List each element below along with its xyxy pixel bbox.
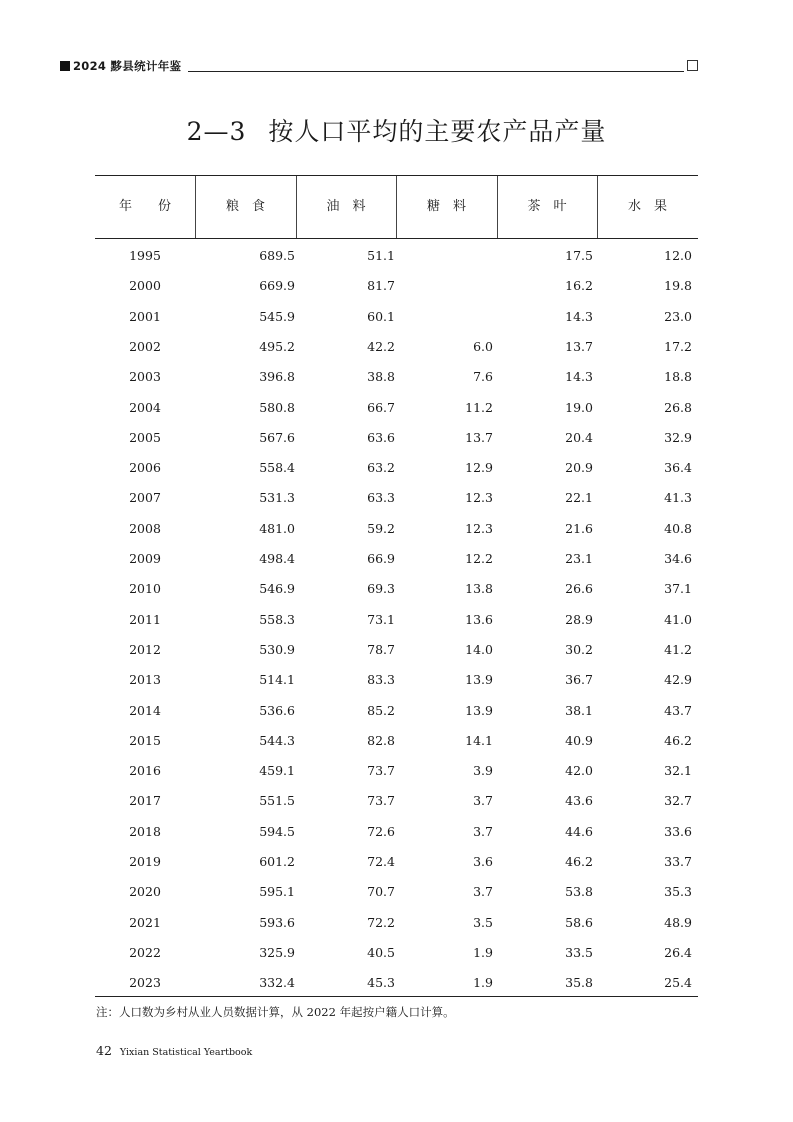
table-row [95,483,698,513]
cell-sugar: 7.6 [473,369,493,385]
cell-tea: 40.9 [565,732,593,748]
cell-tea: 16.2 [565,278,593,294]
cell-fruit: 17.2 [664,338,692,354]
cell-sugar: 3.7 [473,884,493,900]
cell-grain: 689.5 [259,248,295,263]
cell-tea: 14.3 [565,308,593,324]
table-row [95,332,698,362]
cell-oilseed: 60.1 [367,308,395,324]
cell-year: 2005 [129,429,161,445]
cell-year: 2014 [129,702,161,718]
cell-sugar: 13.8 [465,581,493,597]
cell-sugar: 13.9 [465,702,493,718]
table-row [95,423,698,453]
cell-fruit: 43.7 [664,702,692,718]
cell-tea: 38.1 [565,702,593,718]
cell-grain: 495.2 [259,338,295,354]
table-row [95,302,698,332]
cell-sugar: 13.6 [465,611,493,627]
cell-year: 2021 [129,914,161,930]
cell-oilseed: 51.1 [367,248,395,263]
cell-grain: 514.1 [259,672,295,688]
cell-oilseed: 69.3 [367,581,395,597]
cell-sugar: 14.1 [465,732,493,748]
cell-fruit: 40.8 [664,520,692,536]
cell-oilseed: 45.3 [367,975,395,991]
cell-fruit: 41.0 [664,611,692,627]
table-body [95,239,698,997]
table-row [95,241,698,271]
header-square-icon [60,61,70,71]
cell-grain: 544.3 [259,732,295,748]
running-header [60,58,698,74]
cell-grain: 551.5 [259,793,295,809]
cell-grain: 546.9 [259,581,295,597]
cell-year: 2007 [129,490,161,506]
cell-year: 2015 [129,732,161,748]
cell-grain: 459.1 [259,763,295,779]
cell-grain: 580.8 [259,399,295,415]
table-row [95,786,698,816]
cell-oilseed: 72.6 [367,823,395,839]
cell-sugar: 12.2 [465,551,493,566]
cell-oilseed: 72.2 [367,914,395,930]
cell-year: 2017 [129,793,161,809]
table-row [95,271,698,301]
table-number: 2—3 [186,117,247,146]
cell-oilseed: 72.4 [367,854,395,869]
table-row [95,726,698,756]
cell-grain: 332.4 [259,975,295,991]
cell-oilseed: 38.8 [367,369,395,385]
column-header-oilseed: 油 料 [326,199,366,214]
cell-tea: 53.8 [565,884,593,900]
cell-oilseed: 42.2 [367,338,395,354]
cell-tea: 20.9 [565,460,593,476]
cell-grain: 530.9 [259,641,295,657]
cell-tea: 30.2 [565,641,593,657]
cell-tea: 42.0 [565,763,593,779]
cell-sugar: 1.9 [473,944,493,960]
cell-year: 2016 [129,763,161,779]
table-row [95,877,698,907]
cell-tea: 21.6 [565,520,593,536]
cell-year: 2019 [129,854,161,869]
table-row [95,968,698,998]
column-header-tea: 茶 叶 [527,199,567,214]
cell-oilseed: 40.5 [367,944,395,960]
cell-sugar: 3.6 [473,854,493,869]
cell-oilseed: 66.9 [367,551,395,566]
production-table [95,175,698,997]
cell-sugar: 3.9 [473,763,493,779]
table-title-text: 按人口平均的主要农产品产量 [268,117,607,146]
cell-grain: 396.8 [259,369,295,385]
cell-year: 2020 [129,884,161,900]
cell-year: 2008 [129,520,161,536]
cell-grain: 536.6 [259,702,295,718]
cell-tea: 26.6 [565,581,593,597]
cell-fruit: 23.0 [664,308,692,324]
cell-fruit: 37.1 [664,581,692,597]
cell-oilseed: 78.7 [367,641,395,657]
page-footer [96,1040,252,1059]
cell-tea: 36.7 [565,672,593,688]
cell-tea: 58.6 [565,914,593,930]
cell-year: 2001 [129,308,161,324]
cell-tea: 33.5 [565,944,593,960]
cell-sugar: 1.9 [473,975,493,991]
table-row [95,453,698,483]
cell-tea: 46.2 [565,854,593,869]
cell-tea: 22.1 [565,490,593,506]
table-row [95,393,698,423]
cell-year: 2022 [129,944,161,960]
cell-fruit: 46.2 [664,732,692,748]
cell-year: 2013 [129,672,161,688]
cell-fruit: 32.9 [664,429,692,445]
table-note: 注：人口数为乡村从业人员数据计算，从 2022 年起按户籍人口计算。 [96,1005,455,1019]
table-header [95,175,698,239]
cell-fruit: 32.1 [664,763,692,779]
table-row [95,362,698,392]
cell-oilseed: 82.8 [367,732,395,748]
cell-fruit: 34.6 [664,551,692,566]
cell-fruit: 19.8 [664,278,692,294]
cell-tea: 35.8 [565,975,593,991]
cell-grain: 325.9 [259,944,295,960]
table-row [95,696,698,726]
cell-year: 2003 [129,369,161,385]
cell-tea: 23.1 [565,551,593,566]
header-rule [188,71,684,72]
cell-tea: 43.6 [565,793,593,809]
column-header-sugar: 糖 料 [426,199,466,214]
cell-sugar: 12.3 [465,520,493,536]
cell-fruit: 33.7 [664,854,692,869]
cell-grain: 593.6 [259,914,295,930]
cell-fruit: 48.9 [664,914,692,930]
header-box-icon [687,60,698,71]
cell-sugar: 13.7 [465,429,493,445]
cell-oilseed: 85.2 [367,702,395,718]
table-row [95,574,698,604]
cell-fruit: 25.4 [664,975,692,991]
cell-sugar: 3.7 [473,793,493,809]
cell-year: 2000 [129,278,161,294]
cell-grain: 545.9 [259,308,295,324]
cell-grain: 531.3 [259,490,295,506]
cell-tea: 28.9 [565,611,593,627]
cell-fruit: 33.6 [664,823,692,839]
cell-grain: 498.4 [259,551,295,566]
table-row [95,544,698,574]
cell-fruit: 32.7 [664,793,692,809]
cell-oilseed: 83.3 [367,672,395,688]
cell-grain: 601.2 [259,854,295,869]
cell-year: 2006 [129,460,161,476]
table-row [95,756,698,786]
book-title: Yixian Statistical Yeartbook [119,1047,253,1058]
cell-fruit: 36.4 [664,460,692,476]
cell-sugar: 11.2 [465,399,493,415]
cell-tea: 17.5 [565,248,593,263]
cell-grain: 558.3 [259,611,295,627]
cell-sugar: 14.0 [465,641,493,657]
cell-tea: 19.0 [565,399,593,415]
cell-fruit: 42.9 [664,672,692,688]
cell-oilseed: 63.2 [367,460,395,476]
cell-year: 2018 [129,823,161,839]
cell-oilseed: 73.7 [367,793,395,809]
cell-year: 1995 [129,248,161,263]
cell-sugar: 3.5 [473,914,493,930]
cell-year: 2012 [129,641,161,657]
cell-grain: 595.1 [259,884,295,900]
cell-fruit: 41.3 [664,490,692,506]
running-header-title: 2024 黟县统计年鉴 [73,59,182,73]
cell-year: 2004 [129,399,161,415]
cell-year: 2002 [129,338,161,354]
cell-grain: 481.0 [259,520,295,536]
cell-fruit: 12.0 [664,248,692,263]
cell-year: 2009 [129,551,161,566]
cell-grain: 567.6 [259,429,295,445]
cell-grain: 669.9 [259,278,295,294]
cell-sugar: 13.9 [465,672,493,688]
cell-grain: 594.5 [259,823,295,839]
table-row [95,635,698,665]
cell-fruit: 26.4 [664,944,692,960]
table-row [95,908,698,938]
table-row [95,938,698,968]
page-number: 42 [96,1043,112,1058]
cell-tea: 14.3 [565,369,593,385]
column-header-year: 年 份 [118,199,171,214]
table-row [95,514,698,544]
table-title [0,114,793,150]
cell-year: 2010 [129,581,161,597]
table-row [95,605,698,635]
cell-sugar: 6.0 [473,338,493,354]
cell-fruit: 18.8 [664,369,692,385]
cell-oilseed: 73.7 [367,763,395,779]
cell-oilseed: 73.1 [367,611,395,627]
cell-tea: 44.6 [565,823,593,839]
cell-sugar: 3.7 [473,823,493,839]
table-row [95,847,698,877]
cell-oilseed: 81.7 [367,278,395,294]
cell-sugar: 12.9 [465,460,493,476]
table-row [95,817,698,847]
cell-oilseed: 66.7 [367,399,395,415]
cell-oilseed: 70.7 [367,884,395,900]
cell-fruit: 41.2 [664,641,692,657]
cell-oilseed: 63.6 [367,429,395,445]
cell-grain: 558.4 [259,460,295,476]
cell-tea: 13.7 [565,338,593,354]
cell-sugar: 12.3 [465,490,493,506]
cell-oilseed: 59.2 [367,520,395,536]
cell-fruit: 26.8 [664,399,692,415]
cell-year: 2023 [129,975,161,991]
column-header-grain: 粮 食 [225,199,265,214]
cell-oilseed: 63.3 [367,490,395,506]
cell-tea: 20.4 [565,429,593,445]
cell-fruit: 35.3 [664,884,692,900]
cell-year: 2011 [129,611,161,627]
table-row [95,665,698,695]
column-header-fruit: 水 果 [627,199,667,214]
